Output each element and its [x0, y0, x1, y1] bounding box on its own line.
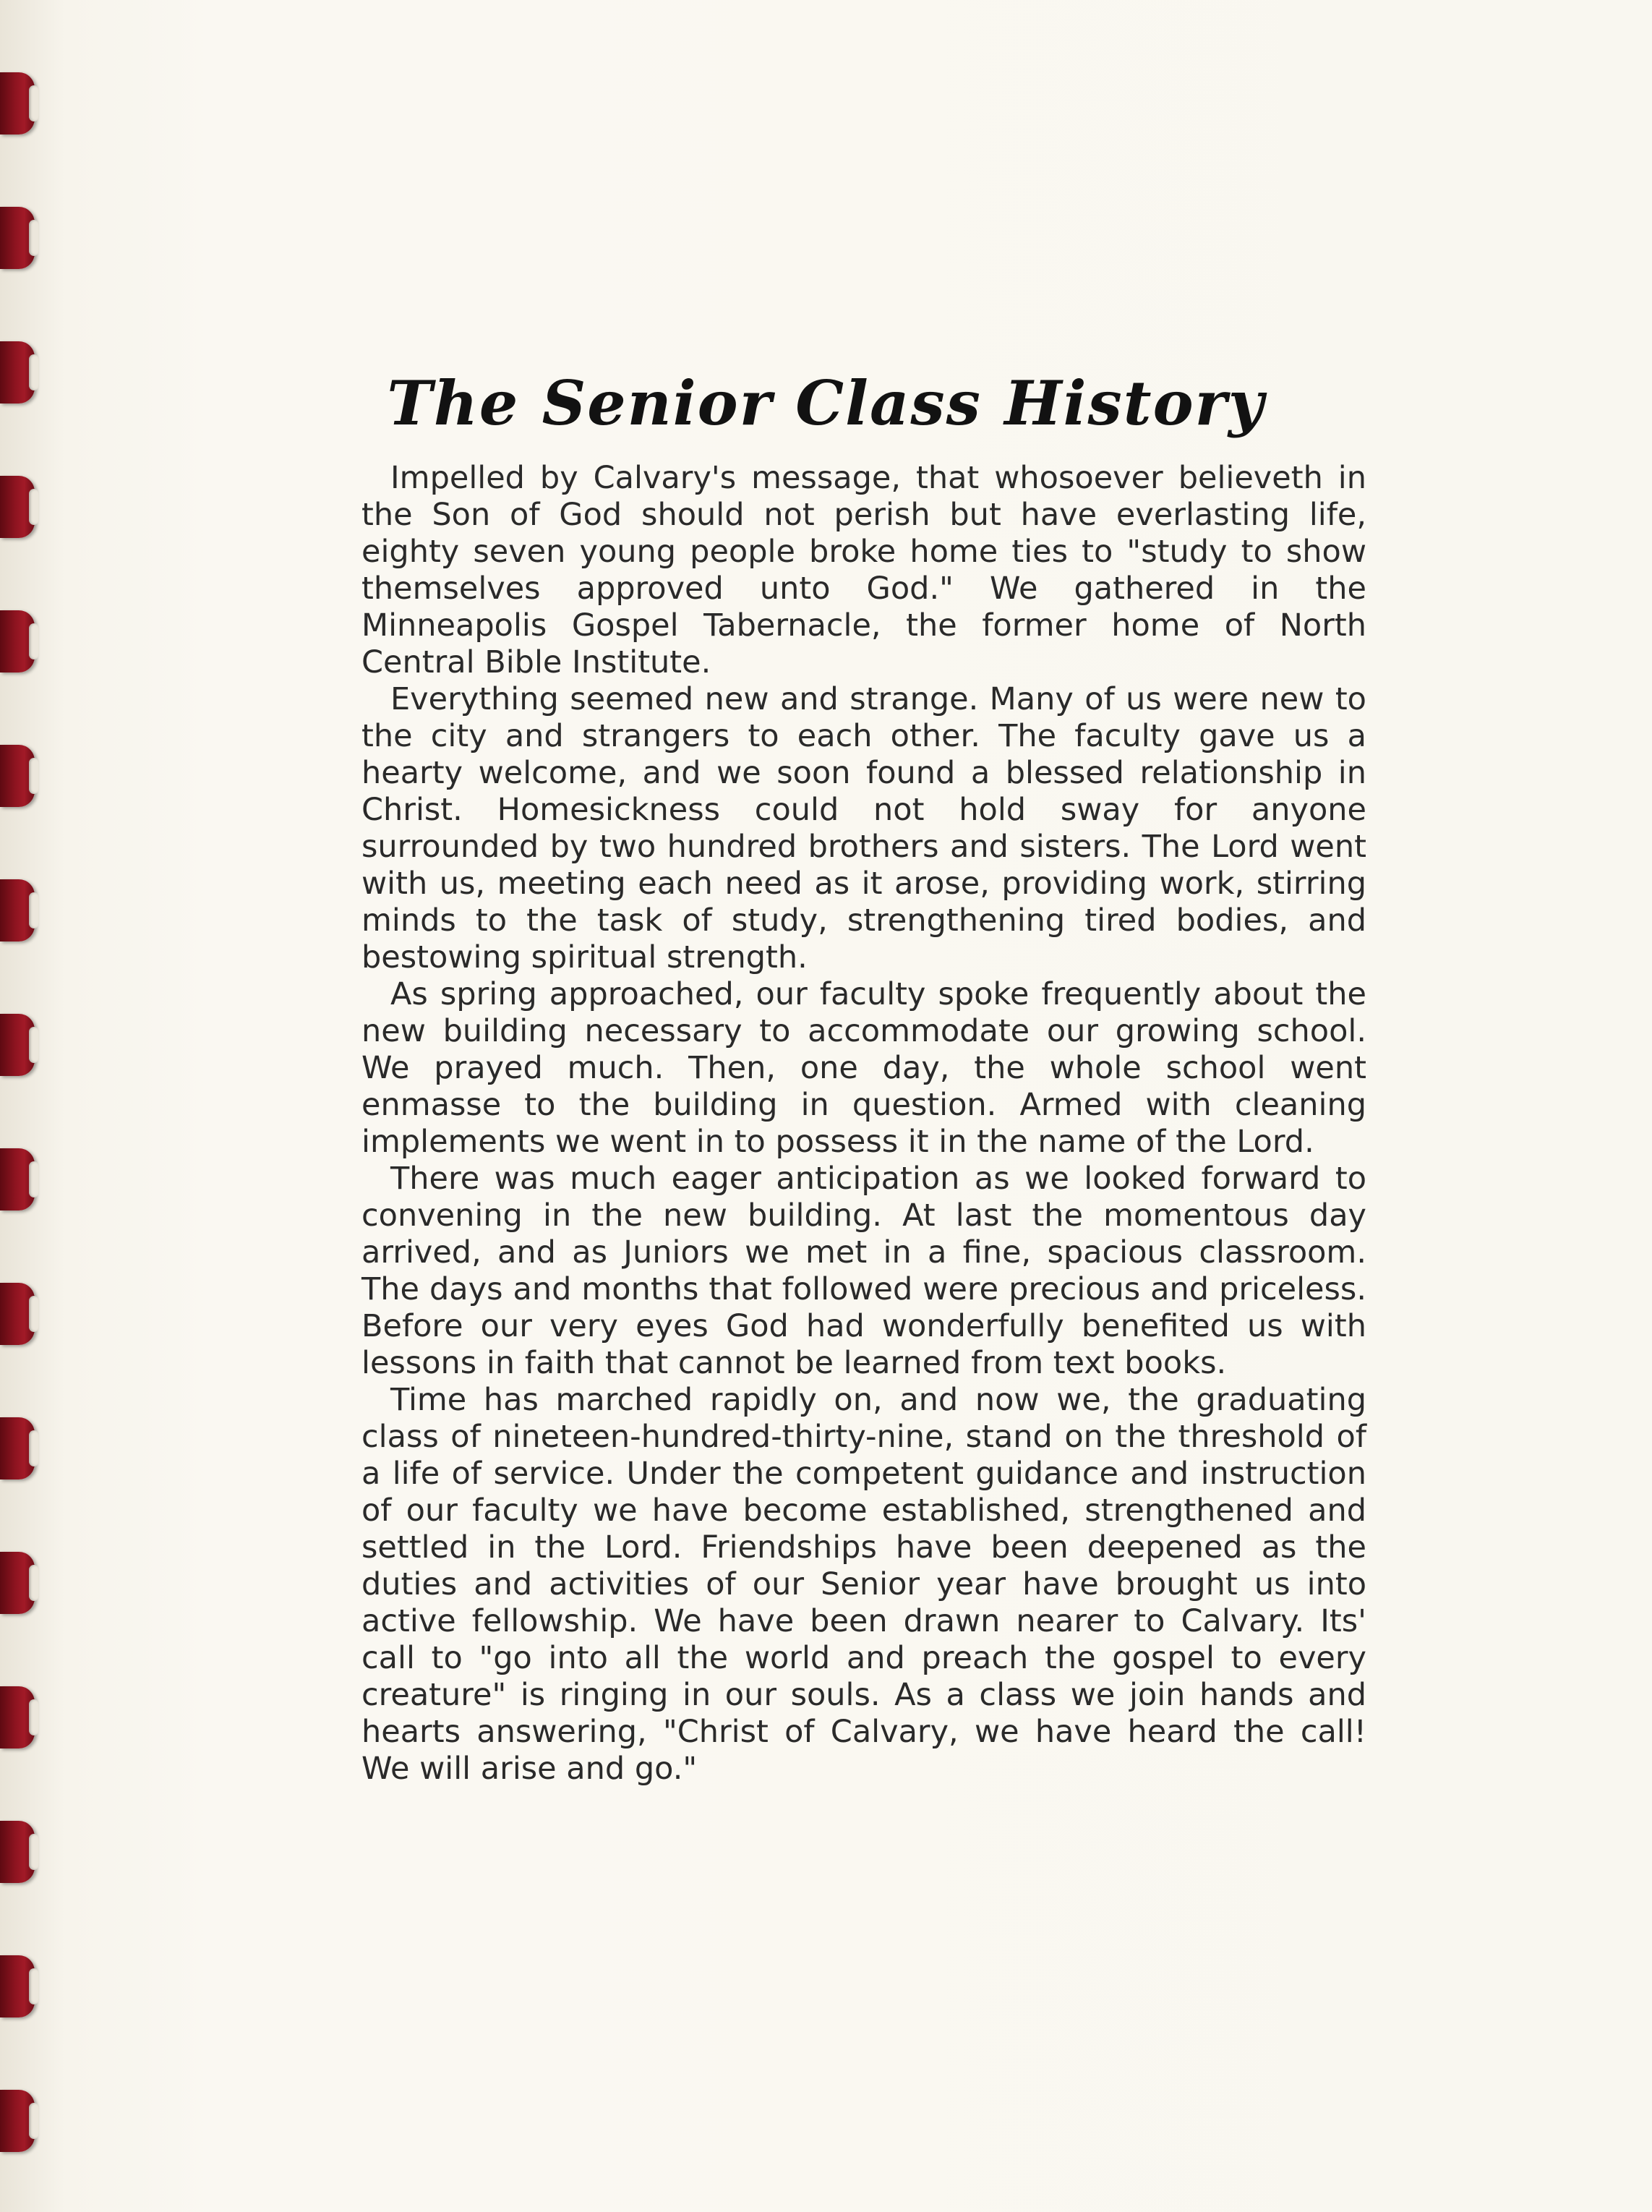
binding-ring	[0, 1148, 35, 1210]
binding-ring	[0, 1014, 35, 1076]
binding-ring	[0, 1821, 35, 1883]
binding-ring	[0, 1417, 35, 1479]
paragraph-5: Time has marched rapidly on, and now we, the graduating class of nineteen-hundred-thirty-nine, stand on the threshold of a life of service. Under the competent guidance and instruction of our faculty we have become established, strengthened and settled in the Lord. Friendships have been deepened as the duties and activities of our Senior year have brought us into active fellowship. We have been drawn nearer to Calvary. Its' call to "go into all the world and preach the gospel to every creature" is ringing in our souls. As a class we join hands and hearts answering, "Christ of Calvary, we have heard the call! We will arise and go."	[361, 1382, 1366, 1787]
history-text	[361, 460, 1366, 1788]
paragraph-1: Impelled by Calvary's message, that whosoever believeth in the Son of God should not perish but have everlasting life, eighty seven young people broke home ties to "study to show themselves approved unto God." We gathered in the Minneapolis Gospel Tabernacle, the former home of North Central Bible Institute.	[361, 460, 1366, 680]
binding-ring	[0, 610, 35, 672]
binding-ring	[0, 72, 35, 134]
spiral-binding	[0, 0, 58, 2212]
paragraph-2: Everything seemed new and strange. Many of us were new to the city and strangers to each other. The faculty gave us a hearty welcome, and we soon found a blessed relationship in Christ. Homesickness could not hold sway for anyone surrounded by two hundred brothers and sisters. The Lord went with us, meeting each need as it arose, providing work, stirring minds to the task of study, strengthening tired bodies, and bestowing spiritual strength.	[361, 681, 1366, 975]
binding-ring	[0, 2090, 35, 2152]
binding-ring	[0, 207, 35, 269]
binding-ring	[0, 476, 35, 538]
binding-ring	[0, 745, 35, 807]
paragraph-3: As spring approached, our faculty spoke frequently about the new building necessary to accommodate our growing school. We prayed much. Then, one day, the whole school went enmasse to the building in question. Armed with cleaning implements we went in to possess it in the name of the Lord.	[361, 976, 1366, 1160]
binding-ring	[0, 1686, 35, 1748]
binding-ring	[0, 1283, 35, 1345]
paragraph-4: There was much eager anticipation as we looked forward to convening in the new building. At last the momentous day arrived, and as Juniors we met in a fine, spacious classroom. The days and months that followed were precious and priceless. Before our very eyes God had wonderfully benefited us with lessons in faith that cannot be learned from text books.	[361, 1161, 1366, 1381]
binding-ring	[0, 1955, 35, 2017]
binding-ring	[0, 879, 35, 941]
binding-ring	[0, 1552, 35, 1614]
page-title: The Senior Class History	[387, 367, 1265, 439]
